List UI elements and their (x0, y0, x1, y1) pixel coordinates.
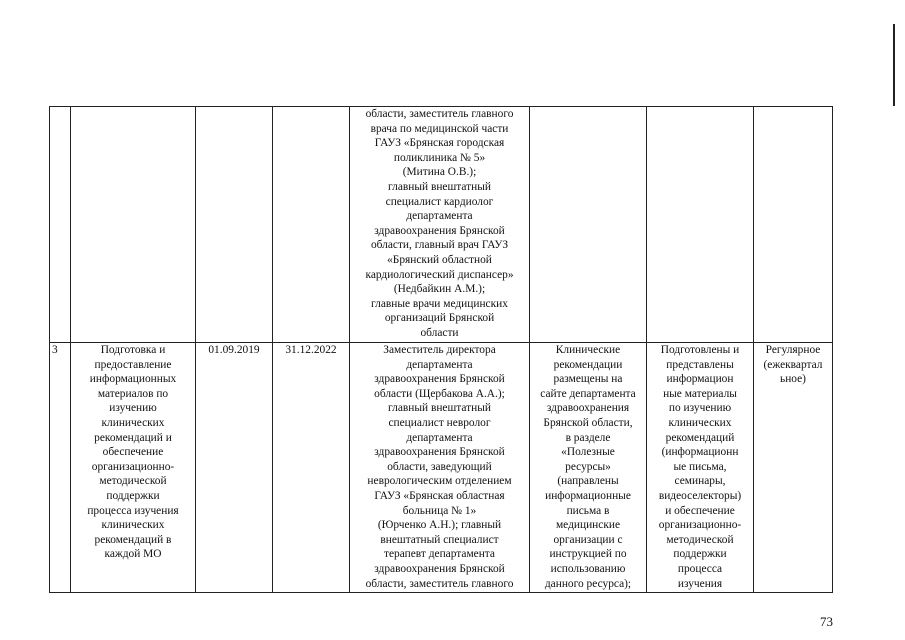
table-row (50, 107, 833, 343)
cell-activity (71, 107, 196, 343)
cell-start-date: 01.09.2019 (196, 343, 273, 593)
cell-start-date (196, 107, 273, 343)
page-edge-mark (893, 24, 895, 106)
cell-end-date (273, 107, 350, 343)
document-table (49, 106, 833, 593)
table-row (50, 343, 833, 593)
cell-number (50, 107, 71, 343)
page-number: 73 (820, 614, 833, 629)
cell-number: 3 (50, 343, 71, 593)
cell-end-date: 31.12.2022 (273, 343, 350, 593)
cell-activity: Подготовка и предоставление информационных материалов по изучению клинических рекомендаций и обеспечение организационно- методической поддержки процесса изучения клинических рекомендаций в каждой МО (71, 343, 196, 593)
cell-result: Клинические рекомендации размещены на сайте департамента здравоохранения Брянской области, в разделе «Полезные ресурсы» (направлены информационные письма в медицинские организации с инструкцией по использованию данного ресурса); (530, 343, 647, 593)
cell-responsible: области, заместитель главного врача по медицинской части ГАУЗ «Брянская городская поликлиника № 5» (Митина О.В.); главный внештатный специалист кардиолог департамента здравоохранения Брянской области, главный врач ГАУЗ «Брянский областной кардиологический диспансер» (Недбайкин А.М.); главные врачи медицинских организаций Брянской области (350, 107, 530, 343)
cell-indicator: Подготовлены и представлены информацион ные материалы по изучению клинических рекомендаций (информационн ые письма, семинары, видеоселекторы) и обеспечение организационно- методической поддержки процесса изучения (647, 343, 754, 593)
cell-frequency: Регулярное (ежеквартал ьное) (754, 343, 833, 593)
cell-result (530, 107, 647, 343)
cell-indicator (647, 107, 754, 343)
cell-frequency (754, 107, 833, 343)
cell-responsible: Заместитель директора департамента здравоохранения Брянской области (Щербакова А.А.); главный внештатный специалист невролог департамента здравоохранения Брянской области, заведующий неврологическим отделением ГАУЗ «Брянская областная больница № 1» (Юрченко А.Н.); главный внештатный специалист терапевт департамента здравоохранения Брянской области, заместитель главного (350, 343, 530, 593)
